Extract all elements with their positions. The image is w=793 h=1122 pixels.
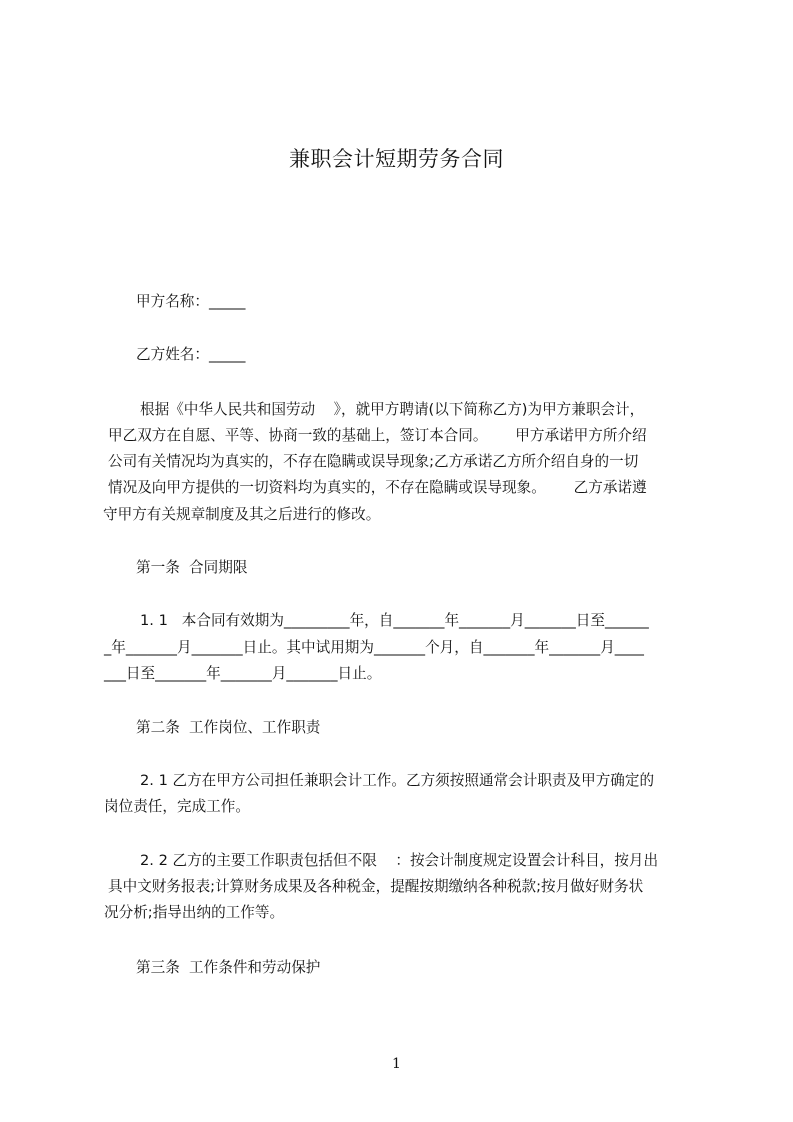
party-a-name: 甲方名称：_____ (136, 293, 246, 310)
intro-line-4: 情况及向甲方提供的一切资料均为真实的，不存在隐瞒或误导现象。 乙方承诺遵 (108, 479, 647, 496)
article-2-heading: 第二条 工作岗位、工作职责 (136, 719, 321, 736)
intro-line-1: 根据《中华人民共和国劳动 》，就甲方聘请(以下简称乙方)为甲方兼职会计， (140, 401, 645, 418)
intro-line-2: 甲乙双方在自愿、平等、协商一致的基础上，签订本合同。 甲方承诺甲方所介绍 (108, 427, 647, 444)
clause-2-2-line-2: 具中文财务报表;计算财务成果及各种税金，提醒按期缴纳各种税款;按月做好财务状 (108, 878, 644, 895)
clause-2-2-line-3: 况分析;指导出纳的工作等。 (104, 904, 285, 921)
document-title: 兼职会计短期劳务合同 (289, 147, 504, 171)
article-1-heading: 第一条 合同期限 (136, 559, 248, 576)
clause-1-1-line-1: 1. 1 本合同有效期为_________年，自_______年_______月_______日至______ (140, 612, 649, 629)
intro-line-3: 公司有关情况均为真实的，不存在隐瞒或误导现象;乙方承诺乙方所介绍自身的一切 (108, 453, 639, 470)
clause-2-1-line-2: 岗位责任，完成工作。 (104, 798, 250, 815)
party-b-name: 乙方姓名：_____ (136, 346, 246, 363)
clause-2-2-line-1: 2. 2 乙方的主要工作职责包括但不限 ：按会计制度规定设置会计科目，按月出 (140, 852, 659, 869)
intro-line-5: 守甲方有关规章制度及其之后进行的修改。 (103, 506, 381, 523)
page-number: 1 (392, 1056, 401, 1072)
clause-1-1-line-2: _年_______月_______日止。其中试用期为_______个月，自_______年_______月____ (104, 639, 644, 656)
article-3-heading: 第三条 工作条件和劳动保护 (136, 959, 321, 976)
clause-1-1-line-3: ___日至_______年_______月_______日止。 (104, 665, 382, 682)
clause-2-1-line-1: 2. 1 乙方在甲方公司担任兼职会计工作。乙方须按照通常会计职责及甲方确定的 (140, 772, 655, 789)
